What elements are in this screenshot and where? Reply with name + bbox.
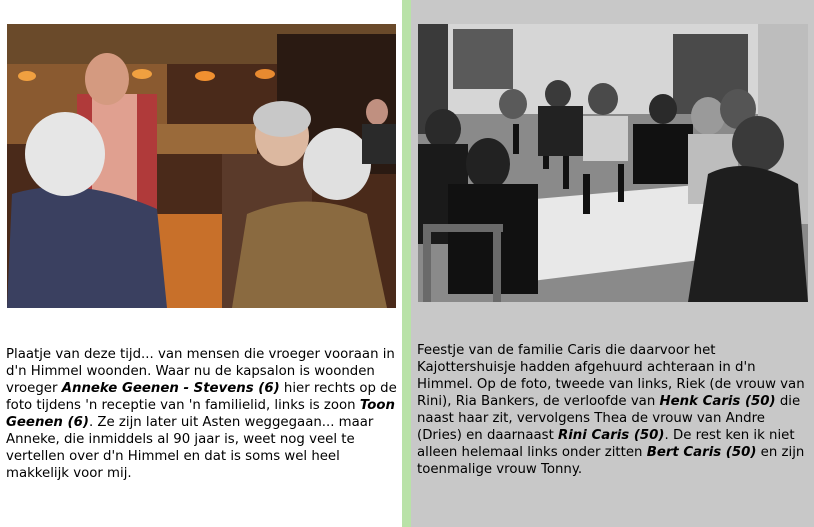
right-caption-text-4: en zijn toenmalige vrouw Tonny.: [417, 445, 805, 477]
left-caption-text-2: hier rechts op de foto tijdens 'n receptie van 'n familielid, links is zoon: [6, 381, 397, 413]
right-caption-name-rini: Rini Caris (50): [558, 428, 665, 443]
right-caption-name-henk: Henk Caris (50): [659, 394, 776, 409]
left-caption: [6, 346, 398, 482]
party-photo: [418, 24, 808, 302]
left-caption-text-3: . Ze zijn later uit Asten weggegaan... maar Anneke, die inmiddels al 90 jaar is, weet nog veel te vertellen over d'n Himmel en dat is soms wel heel makkelijk voor mij.: [6, 415, 374, 481]
left-caption-name-anneke: Anneke Geenen - Stevens (6): [61, 381, 280, 396]
right-caption-text-1: Feestje van de familie Caris die daarvoor het Kajottershuisje hadden afgehuurd achteraan in d'n Himmel. Op de foto, tweede van links, Riek (de vrouw van Rini), Ria Bankers, de verloofde van: [417, 343, 805, 409]
left-caption-name-toon: Toon Geenen (6): [6, 398, 395, 430]
left-caption-text-1: Plaatje van deze tijd... van mensen die vroeger vooraan in d'n Himmel woonden. Waar nu de kapsalon is woonden vroeger: [6, 347, 395, 396]
right-caption-text-3: . De rest ken ik niet alleen helemaal links onder zitten: [417, 428, 795, 460]
right-caption-name-bert: Bert Caris (50): [646, 445, 757, 460]
right-caption: [417, 342, 809, 478]
reception-photo: [7, 24, 396, 308]
right-caption-text-2: die naast haar zit, vervolgens Thea de vrouw van Andre (Dries) en daarnaast: [417, 394, 801, 443]
panel-divider: [402, 0, 411, 527]
